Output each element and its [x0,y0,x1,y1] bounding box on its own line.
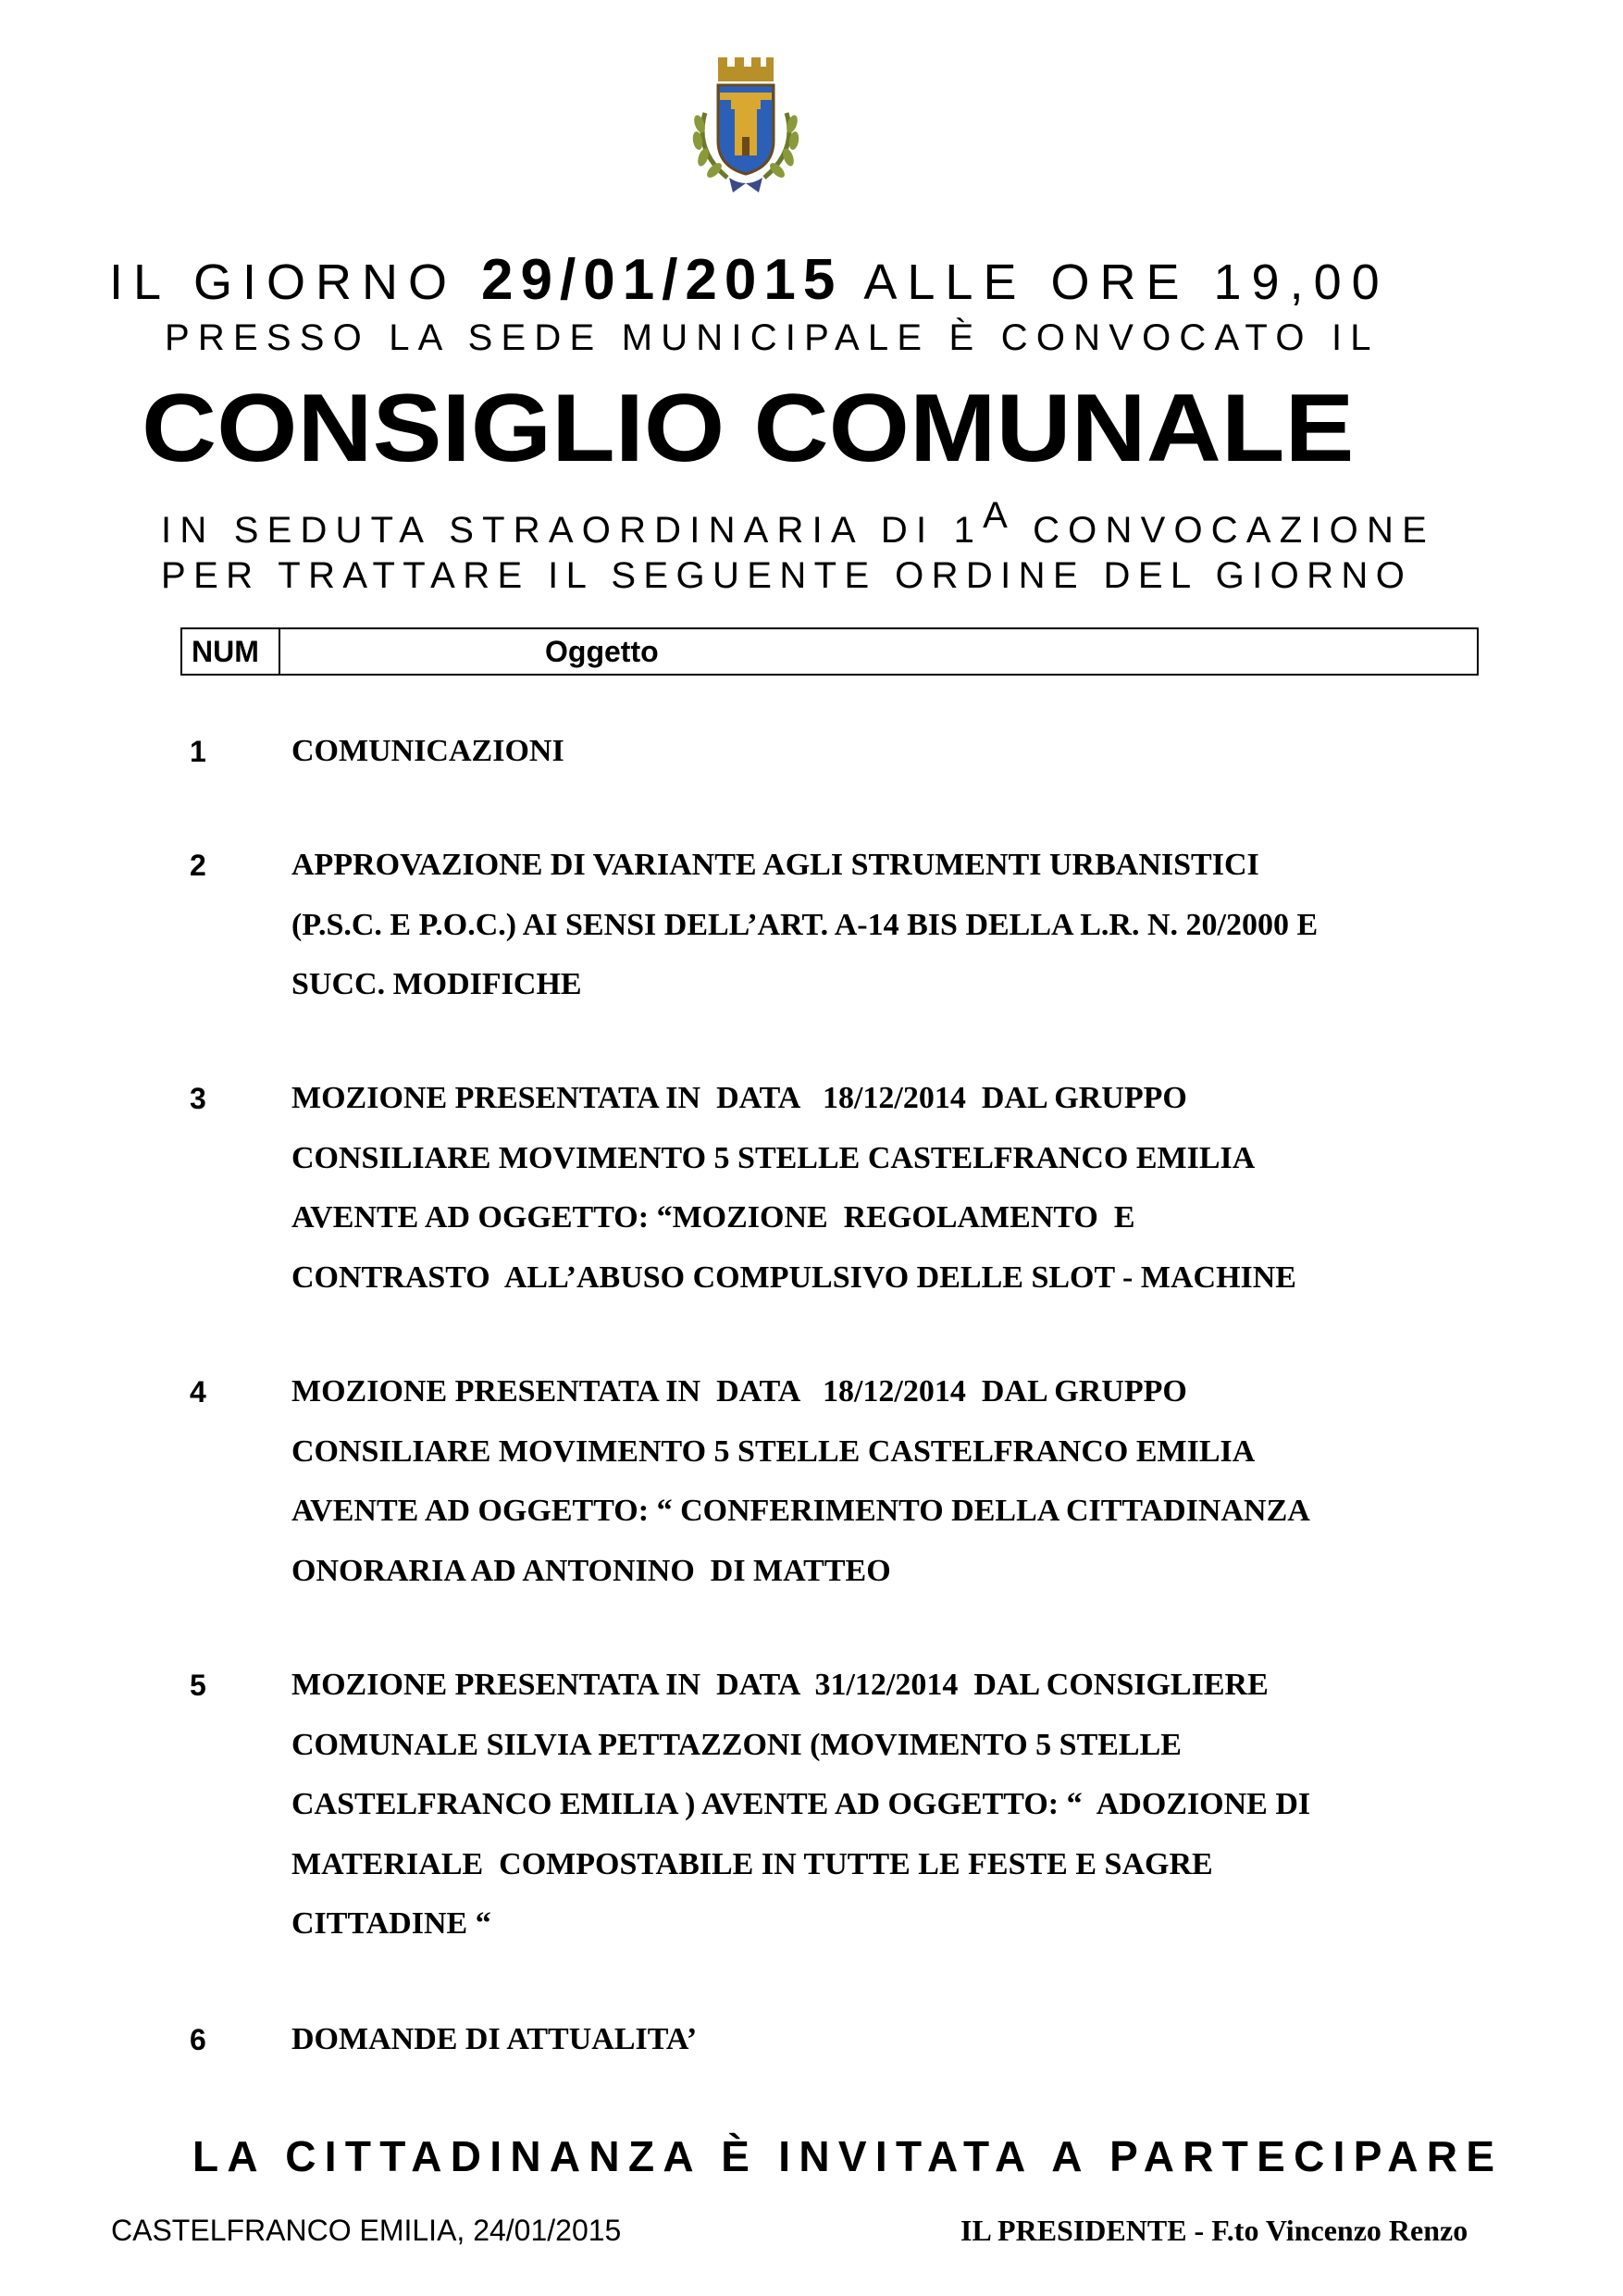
agenda-item [190,722,1485,782]
place-and-date: CASTELFRANCO EMILIA, 24/01/2015 [111,2214,622,2247]
agenda-item [190,2010,1485,2070]
meeting-date-line [109,248,1497,315]
agenda-item [190,836,1485,1015]
session-type-prefix: IN SEDUTA STRAORDINARIA DI 1 [161,510,984,551]
agenda-item [190,1069,1485,1308]
page-title: CONSIGLIO COMUNALE [142,375,1355,482]
agenda-item-number: 6 [190,2023,206,2056]
agenda-item [190,1656,1485,1955]
date-prefix: IL GIORNO [109,254,482,310]
agenda-item-number: 2 [190,849,206,882]
agenda-item-number: 1 [190,735,206,768]
agenda-item-text: DOMANDE DI ATTUALITA’ [291,2022,698,2056]
session-type-superscript: A [983,495,1014,536]
agenda-item [190,1362,1485,1601]
agenda-item-number: 4 [190,1375,206,1409]
session-type-suffix: CONVOCAZIONE [1013,510,1435,551]
agenda-intro: PER TRATTARE IL SEGUENTE ORDINE DEL GIORNO [161,555,1413,596]
agenda-table-header [180,627,1479,676]
agenda-item-text: MOZIONE PRESENTATA IN DATA 18/12/2014 DAL GRUPPO CONSILIARE MOVIMENTO 5 STELLE CASTELFRANCO EMILIA AVENTE AD OGGETTO: “MOZIONE REGOLAMENTO E CONTRASTO ALL’ABUSO COMPULSIVO DELLE SLOT - MACHINE [291,1081,1296,1295]
municipal-crest-icon [687,48,805,196]
column-header-num: NUM [182,629,280,674]
session-type [161,495,1435,553]
agenda-item-number: 5 [190,1669,206,1702]
agenda-item-text: APPROVAZIONE DI VARIANTE AGLI STRUMENTI URBANISTICI (P.S.C. E P.O.C.) AI SENSI DELL’ART. A-14 BIS DELLA L.R. N. 20/2000 E SUCC. MODIFICHE [291,848,1319,1001]
agenda-item-text: MOZIONE PRESENTATA IN DATA 18/12/2014 DAL GRUPPO CONSILIARE MOVIMENTO 5 STELLE CASTELFRANCO EMILIA AVENTE AD OGGETTO: “ CONFERIMENTO DELLA CITTADINANZA ONORARIA AD ANTONINO DI MATTEO [291,1374,1310,1588]
agenda-item-text: MOZIONE PRESENTATA IN DATA 31/12/2014 DAL CONSIGLIERE COMUNALE SILVIA PETTAZZONI (MOVIMENTO 5 STELLE CASTELFRANCO EMILIA ) AVENTE AD OGGETTO: “ ADOZIONE DI MATERIALE COMPOSTABILE IN TUTTE LE FESTE E SAGRE CITTADINE “ [291,1668,1311,1941]
agenda-item-number: 3 [190,1082,206,1115]
meeting-date: 29/01/2015 [481,248,843,312]
agenda-item-text: COMUNICAZIONI [291,734,564,768]
president-signature: IL PRESIDENTE - F.to Vincenzo Renzo [960,2214,1468,2247]
public-invitation: LA CITTADINANZA È INVITATA A PARTECIPARE [192,2132,1504,2180]
column-header-object: Oggetto [545,635,659,668]
convocation-location: PRESSO LA SEDE MUNICIPALE È CONVOCATO IL [165,317,1380,358]
meeting-time: ALLE ORE 19,00 [842,254,1390,310]
